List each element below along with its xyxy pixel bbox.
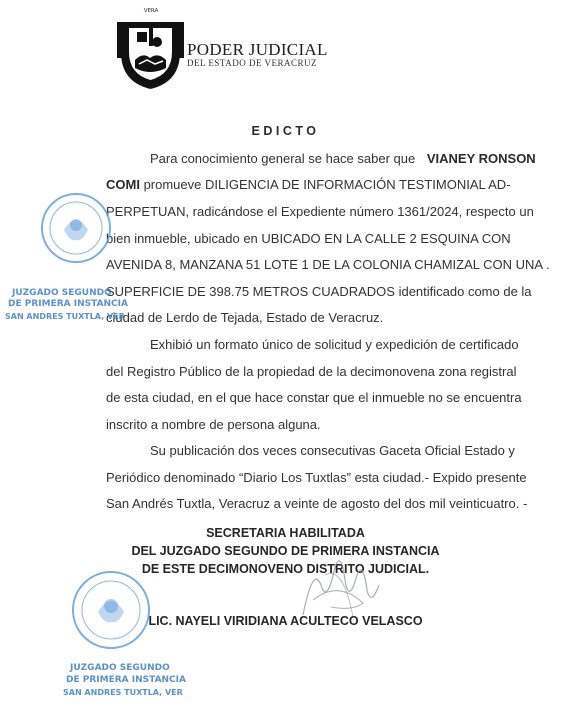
p1-line-5: AVENIDA 8, MANZANA 51 LOTE 1 DE LA COLONIA CHAMIZAL CON UNA . [106, 257, 550, 272]
applicant-name-part-2: COMI [106, 177, 140, 192]
p1-line-2 [106, 177, 511, 193]
p1-line-1 [150, 151, 536, 167]
p1-line-6: SUPERFICIE DE 398.75 METROS CUADRADOS identificado como de la [106, 284, 532, 299]
stamp-bottom-line-1: JUZGADO SEGUNDO [70, 663, 170, 673]
p3-line-3: San Andrés Tuxtla, Veracruz a veinte de agosto del dos mil veinticuatro. - [106, 496, 528, 511]
signature-title-3: DE ESTE DECIMONOVENO DISTRITO JUDICIAL. [141, 562, 430, 576]
institution-name: PODER JUDICIAL [187, 40, 328, 59]
p3-line-2: Periódico denominado “Diario Los Tuxtlas” esta ciudad.- Expido presente [106, 470, 527, 485]
stamp-top-line-3: SAN ANDRES TUXTLA, VER [5, 312, 125, 321]
p1-text: promueve DILIGENCIA DE INFORMACIÓN TESTIMONIAL AD- [139, 177, 511, 192]
stamp-bottom-line-3: SAN ANDRES TUXTLA, VER [63, 688, 183, 697]
stamp-bottom-line-2: DE PRIMERA INSTANCIA [66, 675, 186, 685]
court-seal-stamp-bottom [68, 560, 154, 660]
p2-line-2: del Registro Público de la propiedad de la decimonovena zona registral [106, 364, 517, 379]
p1-line-4: bien inmueble, ubicado en UBICADO EN LA CALLE 2 ESQUINA CON [106, 231, 511, 246]
signer-name: LIC. NAYELI VIRIDIANA ACULTECO VELASCO [148, 614, 423, 628]
p1-text: Para conocimiento general se hace saber que [150, 151, 416, 166]
handwritten-signature [283, 545, 393, 625]
p1-line-3: PERPETUAN, radicándose el Expediente número 1361/2024, respecto un [106, 204, 534, 219]
poder-judicial-logo [113, 8, 188, 91]
p2-line-3: de esta ciudad, en el que hace constar que el inmueble no se encuentra [106, 390, 522, 405]
p3-line-1: Su publicación dos veces consecutivas Gaceta Oficial Estado y [150, 443, 515, 458]
p2-line-4: inscrito a nombre de persona alguna. [106, 417, 321, 432]
stamp-top-line-1: JUZGADO SEGUNDO [12, 288, 112, 298]
p1-line-7: ciudad de Lerdo de Tejada, Estado de Veracruz. [106, 310, 384, 325]
court-seal-stamp-top [38, 180, 114, 276]
applicant-name-part-1: VIANEY RONSON [426, 151, 536, 166]
institution-subtitle: DEL ESTADO DE VERACRUZ [187, 58, 318, 68]
p2-line-1: Exhibió un formato único de solicitud y expedición de certificado [150, 337, 519, 352]
document-heading: EDICTO [251, 124, 320, 138]
signature-title-2: DEL JUZGADO SEGUNDO DE PRIMERA INSTANCIA [131, 544, 440, 558]
signature-title-1: SECRETARIA HABILITADA [206, 526, 365, 540]
stamp-top-line-2: DE PRIMERA INSTANCIA [8, 299, 128, 309]
logo-badge-text: VERA [141, 7, 161, 15]
